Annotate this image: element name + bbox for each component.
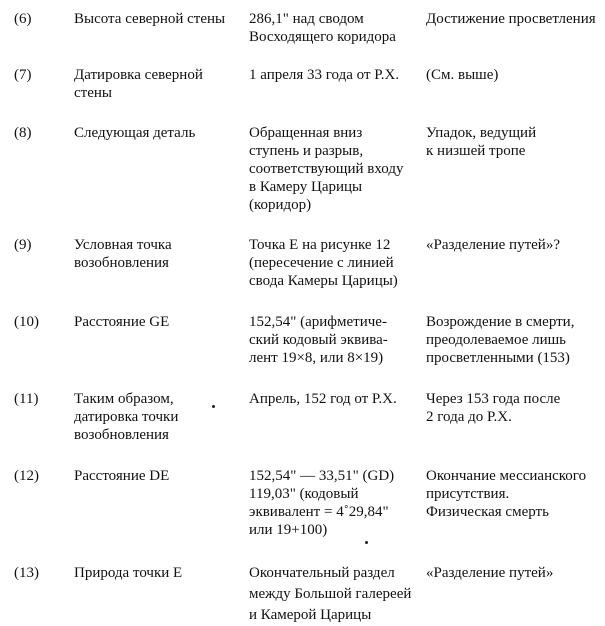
row-item: Расстояние GE xyxy=(74,314,170,330)
row-meaning: «Разделение путей» xyxy=(426,565,554,581)
row-number: (7) xyxy=(14,67,32,83)
scan-speck xyxy=(365,541,368,544)
row-meaning: Достижение просветления xyxy=(426,11,596,27)
row-item: Условная точка возобновления xyxy=(74,237,172,271)
row-number: (13) xyxy=(14,565,39,581)
row-value: Обращенная вниз ступень и разрыв, соответствующий входу в Камеру Царицы (коридор) xyxy=(249,125,404,213)
row-value: 1 апреля 33 года от Р.Х. xyxy=(249,67,400,83)
row-number: (11) xyxy=(14,391,39,407)
row-value: 152,54" (арифметиче- ский кодовый эквива- лент 19×8, или 8×19) xyxy=(249,314,388,366)
row-item: Природа точки Е xyxy=(74,565,183,581)
row-meaning: (См. выше) xyxy=(426,67,499,83)
row-meaning: Окончание мессианского присутствия. Физическая смерть xyxy=(426,468,587,520)
row-number: (10) xyxy=(14,314,39,330)
row-meaning: Возрождение в смерти, преодолеваемое лишь просветленными (153) xyxy=(426,314,575,366)
row-value: Окончательный раздел между Большой галереей и Камерой Царицы xyxy=(249,565,412,623)
scan-speck xyxy=(212,405,215,408)
row-number: (9) xyxy=(14,237,32,253)
row-item: Датировка северной стены xyxy=(74,67,203,101)
row-value: Апрель, 152 год от Р.Х. xyxy=(249,391,397,407)
row-value: Точка Е на рисунке 12 (пересечение с линией свода Камеры Царицы) xyxy=(249,237,398,289)
row-item: Высота северной стены xyxy=(74,11,226,27)
row-number: (8) xyxy=(14,125,32,141)
row-item: Расстояние DE xyxy=(74,468,170,484)
row-number: (12) xyxy=(14,468,39,484)
row-meaning: Упадок, ведущий к низшей тропе xyxy=(426,125,537,159)
row-value: 152,54" — 33,51" (GD) 119,03" (кодовый эквивалент = 4˚29,84" или 19+100) xyxy=(249,468,395,538)
row-item: Следующая деталь xyxy=(74,125,196,141)
row-meaning: «Разделение путей»? xyxy=(426,237,560,253)
row-value: 286,1" над сводом Восходящего коридора xyxy=(249,11,396,45)
row-item: Таким образом, датировка точки возобновления xyxy=(74,391,179,443)
row-number: (6) xyxy=(14,11,32,27)
row-meaning: Через 153 года после 2 года до Р.Х. xyxy=(426,391,561,425)
